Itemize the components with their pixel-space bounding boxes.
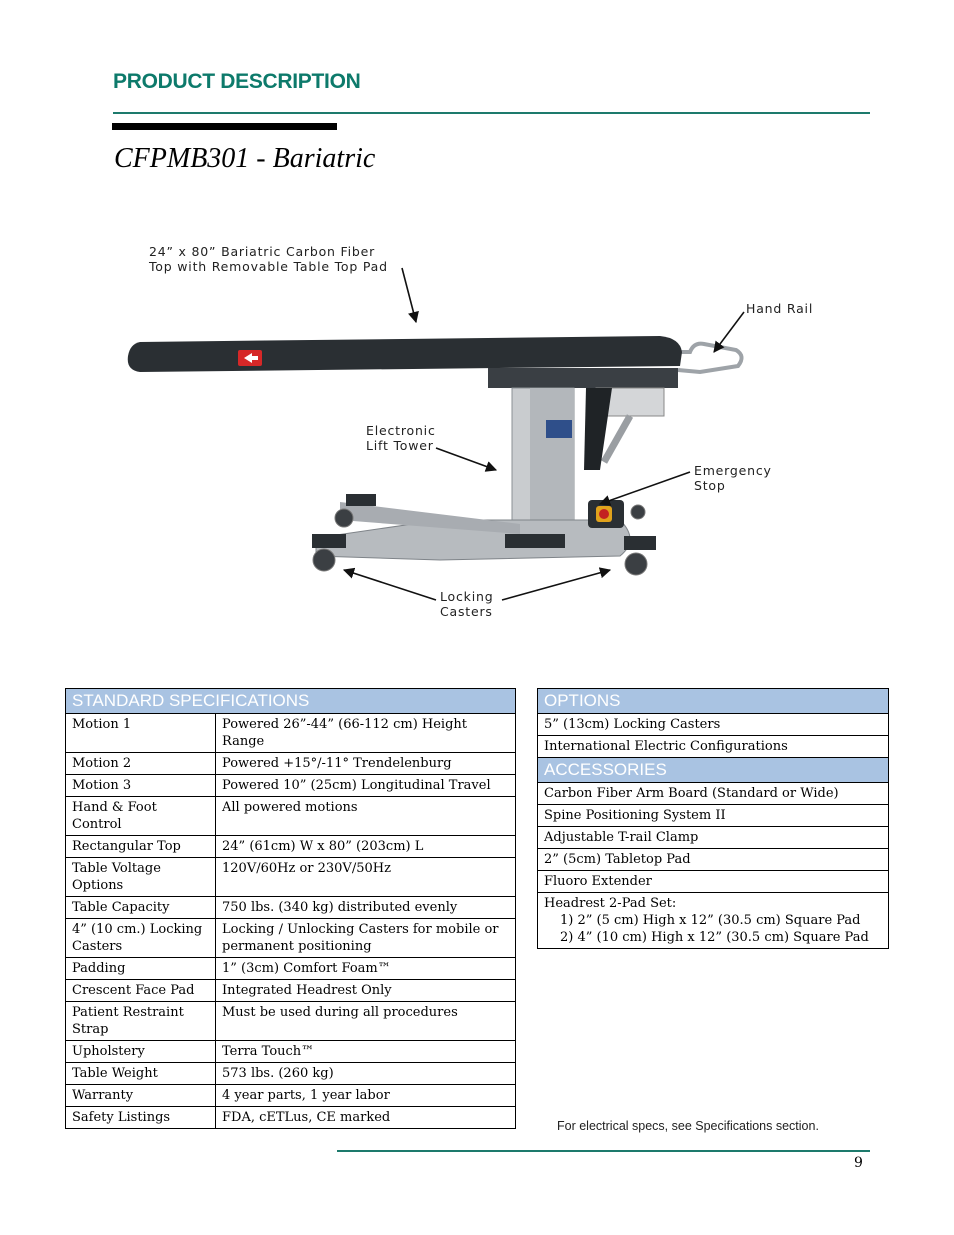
spec-label: Table Weight bbox=[66, 1063, 216, 1085]
accessories-header-row bbox=[538, 758, 889, 783]
spec-label: Motion 2 bbox=[66, 753, 216, 775]
spec-value: Powered 10” (25cm) Longitudinal Travel bbox=[216, 775, 516, 797]
list-item-text: Carbon Fiber Arm Board (Standard or Wide) bbox=[538, 783, 889, 805]
spec-row bbox=[66, 958, 516, 980]
spec-row bbox=[66, 1063, 516, 1085]
section-title: PRODUCT DESCRIPTION bbox=[113, 70, 361, 93]
spec-label: Padding bbox=[66, 958, 216, 980]
list-item bbox=[538, 871, 889, 893]
spec-value: 750 lbs. (340 kg) distributed evenly bbox=[216, 897, 516, 919]
spec-label: Rectangular Top bbox=[66, 836, 216, 858]
list-item bbox=[538, 805, 889, 827]
spec-row bbox=[66, 980, 516, 1002]
spec-label: Patient Restraint Strap bbox=[66, 1002, 216, 1041]
spec-value: Must be used during all procedures bbox=[216, 1002, 516, 1041]
list-item bbox=[538, 714, 889, 736]
spec-label: Table Capacity bbox=[66, 897, 216, 919]
callout-table-top: 24” x 80” Bariatric Carbon Fiber Top with Removable Table Top Pad bbox=[149, 244, 388, 274]
list-item bbox=[538, 736, 889, 758]
table-top bbox=[128, 336, 682, 372]
spec-row bbox=[66, 836, 516, 858]
hand-rail bbox=[678, 344, 742, 372]
spec-value: Locking / Unlocking Casters for mobile or permanent positioning bbox=[216, 919, 516, 958]
callout-hand-rail: Hand Rail bbox=[746, 301, 814, 316]
spec-value: 4 year parts, 1 year labor bbox=[216, 1085, 516, 1107]
headrest-pad-line: 1) 2” (5 cm) High x 12” (30.5 cm) Square Pad bbox=[560, 913, 861, 928]
standard-specifications-header: STANDARD SPECIFICATIONS bbox=[66, 689, 516, 714]
spec-value: 573 lbs. (260 kg) bbox=[216, 1063, 516, 1085]
page-number: 9 bbox=[854, 1155, 863, 1171]
list-item-text: 5” (13cm) Locking Casters bbox=[538, 714, 889, 736]
options-accessories-table bbox=[537, 688, 889, 949]
spec-value: Terra Touch™ bbox=[216, 1041, 516, 1063]
list-item bbox=[538, 783, 889, 805]
accessories-header: ACCESSORIES bbox=[538, 758, 889, 783]
spec-label: Motion 1 bbox=[66, 714, 216, 753]
callout-locking-casters: Locking Casters bbox=[440, 589, 494, 619]
spec-row bbox=[66, 919, 516, 958]
footer-divider bbox=[337, 1150, 870, 1152]
spec-value: 24” (61cm) W x 80” (203cm) L bbox=[216, 836, 516, 858]
spec-label: Upholstery bbox=[66, 1041, 216, 1063]
spec-row bbox=[66, 753, 516, 775]
spec-row bbox=[66, 858, 516, 897]
spec-label: Motion 3 bbox=[66, 775, 216, 797]
spec-row bbox=[66, 897, 516, 919]
headrest-pad-line: 2) 4” (10 cm) High x 12” (30.5 cm) Square Pad bbox=[560, 930, 869, 945]
spec-label: Safety Listings bbox=[66, 1107, 216, 1129]
spec-value: Integrated Headrest Only bbox=[216, 980, 516, 1002]
spec-value: 120V/60Hz or 230V/50Hz bbox=[216, 858, 516, 897]
spec-row bbox=[66, 714, 516, 753]
list-item-text: Adjustable T-rail Clamp bbox=[538, 827, 889, 849]
footnote: For electrical specs, see Specifications section. bbox=[557, 1119, 819, 1133]
spec-label: Table Voltage Options bbox=[66, 858, 216, 897]
callout-emergency-stop: Emergency Stop bbox=[694, 463, 772, 493]
model-title: CFPMB301 - Bariatric bbox=[114, 143, 376, 174]
spec-label: Crescent Face Pad bbox=[66, 980, 216, 1002]
list-item-text: International Electric Configurations bbox=[538, 736, 889, 758]
spec-label: 4” (10 cm.) Locking Casters bbox=[66, 919, 216, 958]
spec-row bbox=[66, 1107, 516, 1129]
spec-row bbox=[66, 775, 516, 797]
spec-value: FDA, cETLus, CE marked bbox=[216, 1107, 516, 1129]
standard-specifications-table bbox=[65, 688, 516, 1129]
spec-row bbox=[66, 797, 516, 836]
spec-value: Powered +15°/-11° Trendelenburg bbox=[216, 753, 516, 775]
list-item bbox=[538, 827, 889, 849]
headrest-set-cell bbox=[538, 893, 889, 949]
callout-lift-tower: Electronic Lift Tower bbox=[366, 423, 436, 453]
spec-value: 1” (3cm) Comfort Foam™ bbox=[216, 958, 516, 980]
spec-label: Warranty bbox=[66, 1085, 216, 1107]
options-header: OPTIONS bbox=[538, 689, 889, 714]
list-item-text: Spine Positioning System II bbox=[538, 805, 889, 827]
list-item-text: Fluoro Extender bbox=[538, 871, 889, 893]
options-header-row bbox=[538, 689, 889, 714]
list-item-text: 2” (5cm) Tabletop Pad bbox=[538, 849, 889, 871]
spec-row bbox=[66, 1085, 516, 1107]
spec-value: All powered motions bbox=[216, 797, 516, 836]
headrest-set-title: Headrest 2-Pad Set: bbox=[544, 896, 677, 911]
list-item bbox=[538, 893, 889, 949]
list-item bbox=[538, 849, 889, 871]
spec-row bbox=[66, 1041, 516, 1063]
spec-label: Hand & Foot Control bbox=[66, 797, 216, 836]
spec-row bbox=[66, 1002, 516, 1041]
spec-value: Powered 26”-44” (66-112 cm) Height Range bbox=[216, 714, 516, 753]
